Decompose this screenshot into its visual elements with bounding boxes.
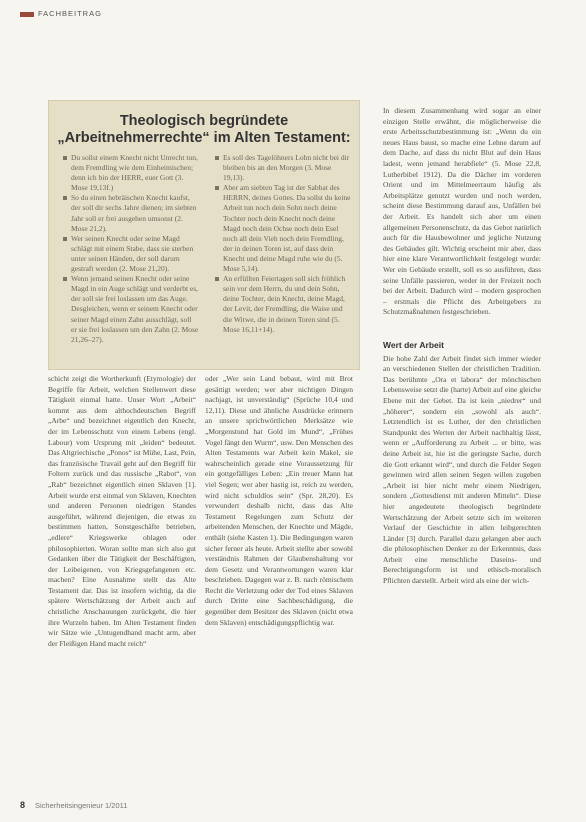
column-3-bottom-text: Die hohe Zahl der Arbeit findet sich immer wieder an verschiedenen Stellen der christlichen Tradition. Das berühmte „Ora et labora“ der mönchischen Lebensweise setzt die (harte) Arbeit auf eine gleiche Ebene mit der Gebet. Da ist kein „niedrer“ und „höherer“, sondern ein „sowohl als auch“. Letztendlich ist es Luther, der den christlichen Standpunkt des Werten der Arbeit nachhaltig lässt, wenn er „Aufforderung zu Arbeit ... er bitte, was deine Arbeit ist, hie ist die geringste Sache, durch die Gott erkannt wird“, und durch die Felder Segen gewinnen wird allen seinen Segen willen zugeben „Arbeit ist hier nicht mehr einem Niedrigen, sondern „Gottesdienst mit anderen Mitteln“. Diese hier angedeutete theologisch begründete Wertschätzung der Arbeit setzte sich im weiteren Verlauf der Geschichte in allen leibgerechten Länder [3] durch. Parallel dazu gelangen aber auch die philosophischen Denker zu der Erkenntnis, dass Arbeit eine menschliche Daseins- und Berechtigungsform ist und ethisch-moralisch Pflichten darstellt. Arbeit wird als eine der wich- <box>383 353 541 586</box>
info-box <box>48 100 360 370</box>
column-3-top <box>383 106 541 318</box>
box-bullet-item: Es soll des Tagelöhners Lohn nicht bei dir bleiben bis an den Morgen (3. Mose 19,13). <box>215 153 351 183</box>
subheading: Wert der Arbeit <box>383 340 444 350</box>
box-right-column <box>215 153 351 335</box>
box-bullet-item: So du einen hebräischen Knecht kaufst, der soll dir sechs Jahre dienen; im siebten Jahr soll er frei ausgehen umsonst (2. Mose 21,2). <box>63 193 199 233</box>
page-number: 8 <box>20 800 26 810</box>
box-bullet-item: Wenn jemand seinen Knecht oder seine Magd in ein Auge schlägt und verderbt es, der soll sie frei loslassen um das Auge. Desgleichen, wenn er seinem Knecht oder seiner Magd einen Zahn ausschlägt, soll er sie frei loslassen um den Zahn (2. Mose 21,26–27). <box>63 274 199 345</box>
column-2 <box>205 374 353 628</box>
box-bullet-item: Aber am siebten Tag ist der Sabbat des HERRN, deines Gottes. Da sollst du keine Arbeit tun noch dein Sohn noch deine Tochter noch dein Knecht noch deine Magd noch dein Ochse noch dein Esel noch all dein Vieh noch dein Fremdling, der in deinen Toren ist, auf dass dein Knecht und deine Magd ruhe wie du (5. Mose 5,14). <box>215 183 351 274</box>
column-1 <box>48 374 196 649</box>
section-header <box>20 9 102 18</box>
column-3-top-text: In diesem Zusammenhang wird sogar an einer einzigen Stelle erwähnt, die möglicherweise die erste Arbeitsschutzbestimmung ist: „Wenn du ein neues Haus baust, so mache eine Lehne darum auf dem Dache, auf dass du nicht Blut auf dein Haus ladest, wenn jemand herabfiele“ (5. Mose 22,8, Lutherbibel 1912). Da die Dächer im vorderen Orient und im Mittelmeerraum häufig als Arbeitsplätze genutzt wurden und noch werden, scheint diese Bestimmung darauf aus, Unfällen bei der Arbeit. Es handelt sich aber um einen allgemeinen Personenschutz, da das Gebot natürlich auch für die Hausbewohner und jegliche Nutzung des Gebäudes gilt. Wichtig erscheint mir aber, dass hier eine klare Verantwortlichkeit festgelegt wurde: Wer ein Gebäude erstellt, soll es so ausführen, dass seine Unfälle passieren, weder in der Freizeit noch bei der Arbeit. Dadurch wird – modern gesprochen – erstmals die Pflicht des Arbeitgebers zu Schutzmaßnahmen festgeschrieben. <box>383 106 541 317</box>
footer <box>20 800 127 810</box>
box-bullet-item: An erfüllten Feiertagen soll sich fröhlich sein vor dem Herrn, du und dein Sohn, deine Tochter, dein Knecht, deine Magd, der Levit, der Fremdling, die Waise und die Witwe, die in deinen Toren sind (5. Mose 16,11+14). <box>215 274 351 335</box>
column-1-text: schicht zeigt die Wortherkunft (Etymologie) der Begriffe für Arbeit, welchen Stellenwert diese Tätigkeit einmal hatte. Unser Wort „Arbeit“ kommt aus dem althochdeutschen Begriff „Arbe“ und bezeichnet eigentlich den Knecht, der im Lebensschutz von einem Lebens (engl. Labour) vom Ursprung mit „leiden“ bedeutet. Das Altgriechische „Ponos“ ist Mühe, Last, Pein, das französische Travail geht auf den Begriff für Foltern zurück und das russische „Rabot“, von „Rab“ bezeichnet eigentlich einen Sklaven [1]. Arbeit wurde erst einmal von Sklaven, Knechten und anderen Personen niedrigen Standes ausgeführt, während diejenigen, die etwas zu bestimmen hatten, Sonstgeschäfte betrieben, „edlere“ Kriegswerke oblagen oder philosophierten. Woran sollte man sich also gut Gedanken über die Tätigkeit der Beschäftigten, der Leibeigenen, von Kriegsgefangenen etc. machen? Eine Ausnahme stellt das Alte Testament dar. Das ist insofern wichtig, da die spätere Wertschätzung der Arbeit auch auf christliche Anschauungen zurückgeht, die hier ihre Wurzeln haben. Im Alten Testament finden wir Sätze wie „Untugendhand macht arm, aber der Fleißigen Hand macht reich“ <box>48 374 196 648</box>
box-title: Theologisch begründete „Arbeitnehmerrechte“ im Alten Testament: <box>57 113 351 146</box>
box-left-column <box>63 153 199 345</box>
section-label: FACHBEITRAG <box>38 9 102 18</box>
box-bullet-item: Du sollst einem Knecht nicht Unrecht tun, dem Fremdling wie dem Einheimischen; denn ich bin der HERR, euer Gott (3. Mose 19,13f.) <box>63 153 199 193</box>
header-accent-bar <box>20 12 34 17</box>
box-bullet-item: Wer seinen Knecht oder seine Magd schlägt mit einem Stabe, dass sie sterben unter seinen Händen, der soll darum gestraft werden (2. Mose 21,20). <box>63 234 199 274</box>
column-3-bottom <box>383 340 541 587</box>
footer-text: Sicherheitsingenieur 1/2011 <box>35 801 128 810</box>
column-2-text: oder „Wer sein Land bebaut, wird mit Brot gesättigt werden; wer aber nichtigen Dingen nachjagt, ist unverständig“ (Sprüche 10,4 und 12,11). Diese und ähnliche Ausdrücke erinnern an unsere sprichwörtlichen Merksätze wie „Morgenstund hat Gold im Mund“, „Frühes Vogel fängt den Wurm“, usw. Den Menschen des Alten Testaments war Arbeit kein Makel, sie wahrscheinlich gerade eine Voraussetzung für ein gottgefälliges Leben: „Ein treuer Mann hat viel Segen; wer aber hastig ist, reich zu werden, wird nicht schuldlos sein“ (Spr. 28,20). Es verwundert deshalb nicht, dass das Alte Testament Regelungen zum Schutz der arbeitenden Menschen, der Knechte und Mägde, enthält (siehe Kasten 1). Die Bedingungen waren sicher ferner als heute. Arbeit stellte aber sowohl verständnis Rahmen der Glaubenshaltung vor dem Gesetz und Verantwortungen waren klar beschrieben. Dagegen war z. B. nach römischem Recht die Verletzung oder der Tod eines Sklaven durch Dritte eine Sachbeschädigung, die gegenüber dem Besitzer des Sklaven (nicht etwa dem Sklaven) entschädigungspflichtig war. <box>205 374 353 627</box>
